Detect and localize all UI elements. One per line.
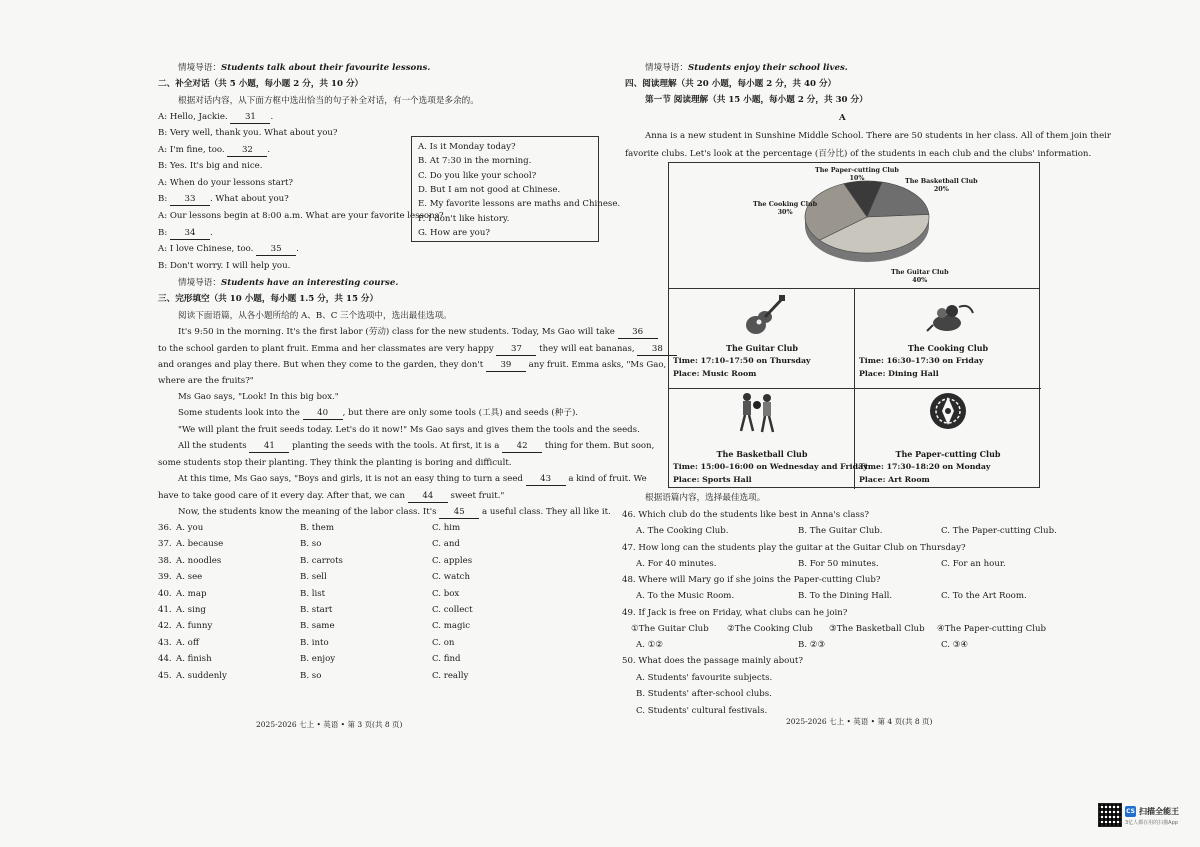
question-49-item: ①The Guitar Club: [631, 623, 709, 634]
choice-option: B. start: [300, 605, 333, 615]
page-footer-left: 2025-2026 七上 • 英语 • 第 3 页(共 8 页): [256, 720, 403, 729]
option-item: E. My favorite lessons are maths and Chinese.: [418, 199, 621, 210]
pie-label-name: The Guitar Club: [891, 268, 949, 276]
part-1-title: 第一节 阅读理解（共 15 小题，每小题 2 分，共 30 分）: [645, 95, 868, 105]
answer-blank: 34: [170, 227, 210, 240]
question-option: A. For 40 minutes.: [636, 558, 717, 569]
choice-option: A. map: [176, 588, 207, 599]
passage-text: All the students: [178, 441, 250, 451]
choice-option: C. on: [432, 637, 455, 648]
choice-option: C. box: [432, 588, 460, 599]
club-cell-guitar: [669, 289, 855, 389]
choice-number: 45.: [158, 670, 172, 681]
choice-option: B. sell: [300, 572, 327, 583]
question-option: B. Students' after-school clubs.: [636, 689, 772, 699]
choice-option: C. watch: [432, 572, 471, 583]
paper-cutting-icon: [855, 389, 1041, 443]
option-item: A. Is it Monday today?: [418, 142, 516, 152]
choice-option: C. really: [432, 670, 469, 681]
choice-option: B. into: [300, 637, 329, 648]
dialog-text: . What about you?: [209, 194, 289, 204]
choice-option: A. noodles: [176, 555, 222, 566]
question-stem: 46. Which club do the students like best in Anna's class?: [622, 510, 869, 520]
club-place: Place: Art Room: [859, 475, 930, 484]
club-pie-chart: [668, 162, 1040, 289]
dialog-line: [158, 111, 273, 124]
dialog-text: B: Don't worry. I will help you.: [158, 261, 291, 271]
question-stem: 48. Where will Mary go if she joins the Paper-cutting Club?: [622, 575, 881, 585]
passage-text: where are the fruits?": [158, 376, 254, 386]
passage-text: a kind of fruit. We: [565, 474, 647, 484]
dialog-line: [158, 160, 262, 172]
context-intro-1: 情境导语：Students talk about their favourite lessons.: [178, 63, 431, 73]
passage-intro-line-2: favorite clubs. Let's look at the percentage (百分比) of the students in each club and the clubs' information.: [625, 149, 1092, 159]
choice-option: A. off: [176, 637, 199, 648]
basketball-players-icon: [669, 389, 855, 443]
pie-label-value: 30%: [777, 208, 793, 216]
option-item: D. But I am not good at Chinese.: [418, 184, 561, 195]
dialog-line: [158, 177, 293, 189]
passage-text: Now, the students know the meaning of the labor class. It's: [178, 507, 440, 517]
club-place: Place: Dining Hall: [859, 369, 939, 378]
question-option: B. To the Dining Hall.: [798, 591, 893, 601]
passage-text: At this time, Ms Gao says, "Boys and girls, it is not an easy thing to turn a seed: [178, 474, 526, 484]
passage-line: [158, 359, 666, 372]
pie-label: [815, 166, 899, 182]
choice-option: A. sing: [176, 605, 206, 615]
choice-option: B. so: [300, 670, 322, 681]
guitar-icon: [669, 293, 855, 343]
choice-option: C. find: [432, 654, 461, 665]
section-3-instruction: 阅读下面语篇，从各小题所给的 A、B、C 三个选项中，选出最佳选项。: [178, 311, 452, 321]
dialog-line: [158, 260, 290, 272]
choice-option: B. carrots: [300, 555, 343, 566]
passage-line: [178, 391, 339, 403]
club-name: The Guitar Club: [725, 343, 799, 353]
passage-text: thing for them. But soon,: [542, 441, 655, 451]
choice-number: 41.: [158, 605, 172, 615]
dialog-text: .: [267, 145, 271, 155]
choice-option: C. and: [432, 539, 460, 550]
cloze-blank: 45: [439, 506, 479, 519]
cloze-blank: 40: [303, 407, 343, 420]
dialog-text: A: I love Chinese, too.: [158, 244, 257, 254]
question-option: C. For an hour.: [941, 558, 1006, 569]
question-stem: 49. If Jack is free on Friday, what clubs can he join?: [622, 607, 848, 618]
cloze-blank: 39: [486, 359, 526, 372]
dialog-line: [158, 193, 289, 206]
passage-line: [178, 440, 654, 453]
passage-text: any fruit. Emma asks, "Ms Gao,: [525, 360, 667, 370]
question-option: B. The Guitar Club.: [798, 526, 883, 536]
dialog-text: B: Yes. It's big and nice.: [158, 161, 263, 171]
club-cell-cooking: [855, 289, 1041, 389]
choice-number: 38.: [158, 555, 172, 566]
pie-label-value: 20%: [933, 185, 949, 193]
passage-line: [158, 457, 512, 469]
question-option: A. The Cooking Club.: [636, 526, 729, 536]
questions-instruction: 根据语篇内容，选择最佳选项。: [645, 493, 766, 503]
cloze-blank: 38: [637, 343, 677, 356]
choice-option: A. see: [176, 572, 203, 583]
passage-text: they will eat bananas,: [536, 344, 638, 354]
choice-option: C. apples: [432, 555, 473, 566]
camscanner-logo-icon: CS: [1126, 808, 1135, 815]
choice-option: B. them: [300, 523, 335, 533]
club-name: The Basketball Club: [716, 449, 808, 459]
dialog-text: .: [209, 228, 213, 238]
dialog-line: [158, 144, 270, 157]
passage-label: A: [839, 113, 846, 123]
question-option: C. The Paper-cutting Club.: [941, 526, 1057, 536]
pie-label-value: 10%: [849, 174, 865, 182]
passage-line: [178, 407, 578, 420]
question-49-item: ②The Cooking Club: [727, 623, 813, 634]
pie-label-name: The Cooking Club: [753, 200, 818, 208]
option-item: C. Do you like your school?: [418, 170, 537, 181]
section-2-title: 二、补全对话（共 5 小题，每小题 2 分，共 10 分）: [158, 79, 364, 89]
passage-text: some students stop their planting. They think the planting is boring and difficult.: [158, 458, 512, 468]
scanner-tagline: 3亿人都在用的扫描App: [1125, 820, 1178, 826]
dialog-text: .: [296, 244, 299, 254]
question-option: C. To the Art Room.: [941, 591, 1027, 601]
options-box: [411, 136, 621, 242]
passage-line: [158, 375, 254, 387]
question-option: B. ②③: [798, 639, 826, 650]
cloze-blank: 41: [249, 440, 289, 453]
club-time: Time: 17:10–17:50 on Thursday: [673, 356, 811, 365]
option-item: F. I don't like history.: [418, 213, 510, 224]
choice-option: A. because: [176, 539, 224, 550]
pie-label-value: 40%: [912, 276, 928, 284]
dialog-text: .: [270, 112, 274, 122]
dialog-text: B:: [158, 194, 170, 204]
cloze-blank: 44: [408, 490, 448, 503]
dialog-text: B: Very well, thank you. What about you?: [158, 128, 338, 138]
qr-code-icon: [1098, 803, 1122, 827]
passage-text: Ms Gao says, "Look! In this big box.": [178, 392, 339, 402]
question-stem: 47. How long can the students play the guitar at the Guitar Club on Thursday?: [622, 542, 966, 553]
dialog-text: A: Hello, Jackie.: [158, 112, 231, 122]
club-cell-paper-cutting: [855, 389, 1041, 489]
passage-text: a useful class. They all like it.: [479, 507, 611, 517]
passage-text: It's 9:50 in the morning. It's the first labor (劳动) class for the new students. Today, Ms Gao will take: [178, 327, 618, 337]
passage-line: [158, 490, 504, 503]
passage-text: , but there are only some tools (工具) and seeds (种子).: [342, 408, 579, 418]
section-3-title: 三、完形填空（共 10 小题，每小题 1.5 分，共 15 分）: [158, 294, 379, 304]
passage-text: "We will plant the fruit seeds today. Let's do it now!" Ms Gao says and gives them the tools and the seeds.: [178, 425, 640, 435]
cloze-blank: 43: [526, 473, 566, 486]
question-option: A. To the Music Room.: [636, 591, 735, 601]
section-4-title: 四、阅读理解（共 20 小题，每小题 2 分，共 40 分）: [625, 79, 837, 89]
pie-label-name: The Basketball Club: [905, 177, 978, 185]
choice-option: A. funny: [176, 621, 213, 632]
cloze-blank: 36: [618, 326, 658, 339]
pie-label: [891, 268, 949, 284]
cloze-blank: 42: [502, 440, 542, 453]
choice-option: A. you: [176, 523, 204, 533]
dialog-text: A: When do your lessons start?: [158, 178, 294, 188]
passage-text: have to take good care of it every day. After that, we can: [158, 491, 408, 501]
choice-number: 39.: [158, 572, 172, 583]
option-item: G. How are you?: [418, 227, 490, 238]
question-49-item: ③The Basketball Club: [829, 623, 925, 634]
choice-option: A. finish: [176, 654, 212, 665]
dialog-text: B:: [158, 228, 170, 238]
choice-option: C. collect: [432, 605, 473, 615]
passage-text: and oranges and play there. But when they come to the garden, they don't: [158, 360, 486, 370]
passage-text: to the school garden to plant fruit. Emma and her classmates are very happy: [158, 344, 497, 354]
choice-option: B. same: [300, 621, 335, 632]
pie-label: [753, 200, 817, 216]
answer-blank: 32: [227, 144, 267, 157]
dialog-line: [158, 243, 299, 256]
answer-blank: 31: [230, 111, 270, 124]
club-name: The Cooking Club: [907, 343, 989, 353]
choice-number: 37.: [158, 539, 172, 550]
choice-option: C. him: [432, 523, 461, 533]
club-time: Time: 17:30–18:20 on Monday: [859, 462, 991, 471]
question-option: C. Students' cultural festivals.: [636, 705, 768, 716]
question-stem: 50. What does the passage mainly about?: [622, 656, 803, 666]
question-option: A. ①②: [636, 639, 664, 650]
club-time: Time: 16:30–17:30 on Friday: [859, 356, 984, 365]
choice-option: A. suddenly: [176, 670, 227, 681]
choice-option: C. magic: [432, 621, 471, 632]
pie-label: [905, 177, 978, 193]
club-info-grid: [668, 288, 1040, 488]
option-item: B. At 7:30 in the morning.: [418, 156, 532, 167]
question-49-item: ④The Paper-cutting Club: [937, 623, 1047, 634]
choice-option: B. so: [300, 539, 322, 550]
passage-text: planting the seeds with the tools. At first, it is a: [289, 441, 503, 451]
club-place: Place: Music Room: [673, 369, 757, 378]
section-2-instruction: 根据对话内容，从下面方框中选出恰当的句子补全对话，有一个选项是多余的。: [178, 96, 479, 106]
choice-number: 40.: [158, 588, 172, 599]
club-cell-basketball: [669, 389, 868, 489]
choice-option: B. enjoy: [300, 654, 336, 665]
choice-number: 44.: [158, 654, 172, 665]
passage-text: Some students look into the: [178, 408, 303, 418]
cloze-blank: 37: [496, 343, 536, 356]
cooking-icon: [855, 293, 1041, 343]
pie-label-name: The Paper-cutting Club: [815, 166, 899, 174]
answer-blank: 33: [170, 193, 210, 206]
question-option: A. Students' favourite subjects.: [636, 672, 773, 683]
page-footer-right: 2025-2026 七上 • 英语 • 第 4 页(共 8 页): [786, 717, 933, 726]
question-option: C. ③④: [941, 639, 969, 650]
dialog-line: [158, 227, 213, 240]
scanner-app-name: 扫描全能王: [1139, 807, 1179, 816]
dialog-line: [158, 210, 444, 222]
dialog-line: [158, 127, 338, 139]
passage-text: sweet fruit.": [447, 491, 505, 501]
passage-line: [178, 473, 647, 486]
answer-blank: 35: [256, 243, 296, 256]
choice-number: 43.: [158, 637, 172, 648]
context-intro-3: 情境导语：Students enjoy their school lives.: [645, 63, 848, 73]
context-intro-2: 情境导语：Students have an interesting course.: [178, 278, 399, 288]
club-time: Time: 15:00–16:00 on Wednesday and Friday: [673, 462, 868, 471]
choice-number: 42.: [158, 621, 172, 632]
question-option: B. For 50 minutes.: [798, 558, 879, 569]
passage-line: [178, 506, 611, 519]
club-name: The Paper-cutting Club: [895, 449, 1001, 459]
passage-intro-line-1: Anna is a new student in Sunshine Middle School. There are 50 students in her class. All of them join their: [645, 131, 1112, 141]
choice-option: B. list: [300, 588, 326, 599]
club-place: Place: Sports Hall: [673, 475, 752, 484]
dialog-text: A: I'm fine, too.: [158, 145, 228, 155]
choice-number: 36.: [158, 523, 172, 533]
passage-line: [178, 424, 640, 436]
pie-svg: [669, 163, 1041, 290]
passage-line: [178, 326, 658, 339]
dialog-text: A: Our lessons begin at 8:00 a.m. What are your favorite lessons?: [158, 211, 444, 221]
